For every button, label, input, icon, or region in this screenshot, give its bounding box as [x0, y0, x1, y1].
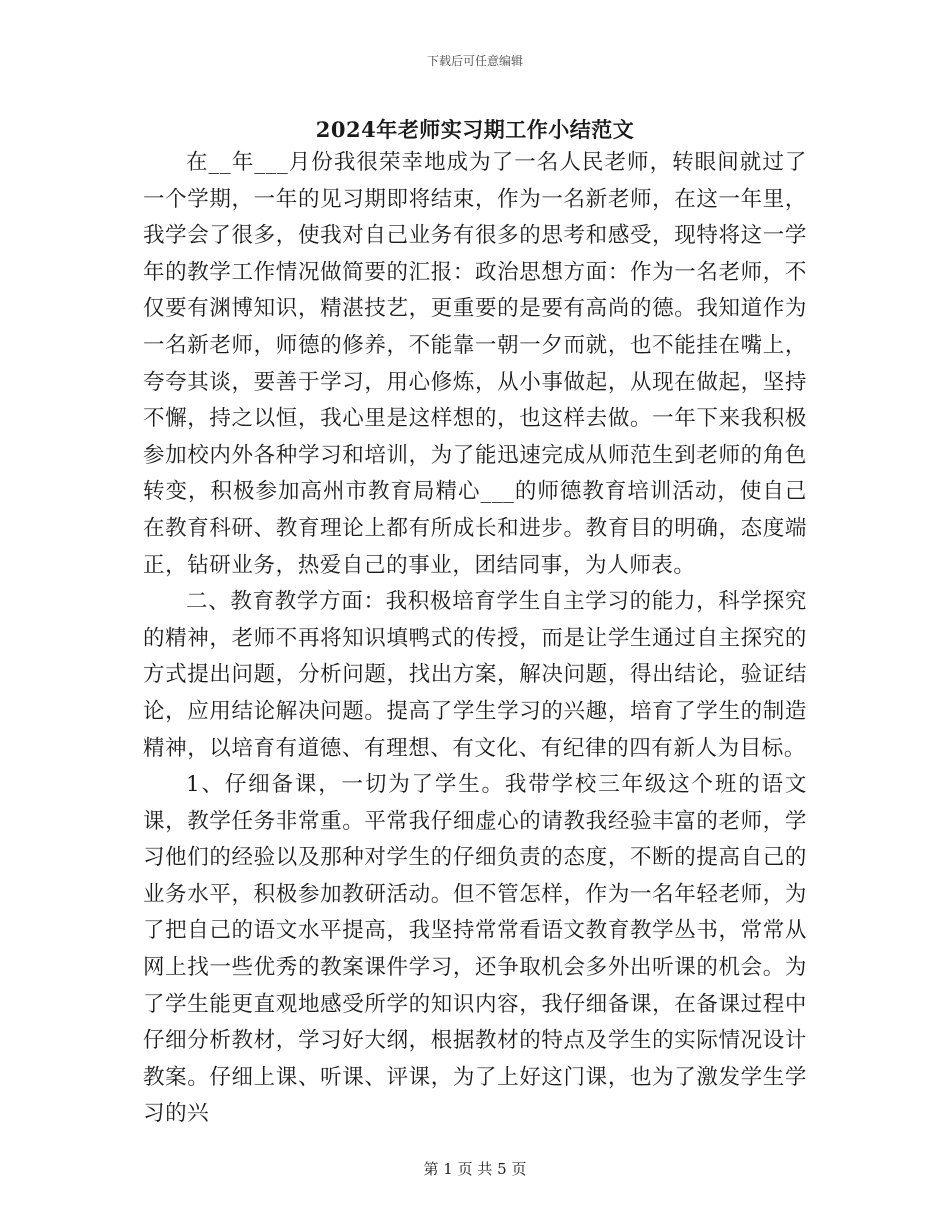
- document-body: [143, 145, 807, 1133]
- page-number: 第 1 页 共 5 页: [423, 1160, 527, 1178]
- paragraph-1: 在__年___月份我很荣幸地成为了一名人民老师，转眼间就过了一个学期，一年的见习期即将结束，作为一名新老师，在这一年里，我学会了很多，使我对自己业务有很多的思考和感受，现特将这一学年的教学工作情况做简要的汇报：政治思想方面：作为一名老师，不仅要有渊博知识，精湛技艺，更重要的是要有高尚的德。我知道作为一名新老师，师德的修养，不能靠一朝一夕而就，也不能挂在嘴上，夸夸其谈，要善于学习，用心修炼，从小事做起，从现在做起，坚持不懈，持之以恒，我心里是这样想的，也这样去做。一年下来我积极参加校内外各种学习和培训，为了能迅速完成从师范生到老师的角色转变，积极参加高州市教育局精心___的师德教育培训活动，使自己在教育科研、教育理论上都有所成长和进步。教育目的明确，态度端正，钻研业务，热爱自己的事业，团结同事，为人师表。: [143, 150, 807, 578]
- header-note: 下载后可任意编辑: [426, 54, 523, 68]
- document-title: 2024年老师实习期工作小结范文: [315, 117, 635, 142]
- paragraph-3: 1、仔细备课，一切为了学生。我带学校三年级这个班的语文课，教学任务非常重。平常我仔细虚心的请教我经验丰富的老师，学习他们的经验以及那种对学生的仔细负责的态度，不断的提高自己的业务水平，积极参加教研活动。但不管怎样，作为一名年轻老师，为了把自己的语文水平提高，我坚持常常看语文教育教学丛书，常常从网上找一些优秀的教案课件学习，还争取机会多外出听课的机会。为了学生能更直观地感受所学的知识内容，我仔细备课，在备课过程中仔细分析教材，学习好大纲，根据教材的特点及学生的实际情况设计教案。仔细上课、听课、评课，为了上好这门课，也为了激发学生学习的兴: [143, 772, 807, 1127]
- paragraph-2: 二、教育教学方面：我积极培育学生自主学习的能力，科学探究的精神，老师不再将知识填鸭式的传授，而是让学生通过自主探究的方式提出问题，分析问题，找出方案，解决问题，得出结论，验证结论，应用结论解决问题。提高了学生学习的兴趣，培育了学生的制造精神，以培育有道德、有理想、有文化、有纪律的四有新人为目标。: [143, 589, 807, 761]
